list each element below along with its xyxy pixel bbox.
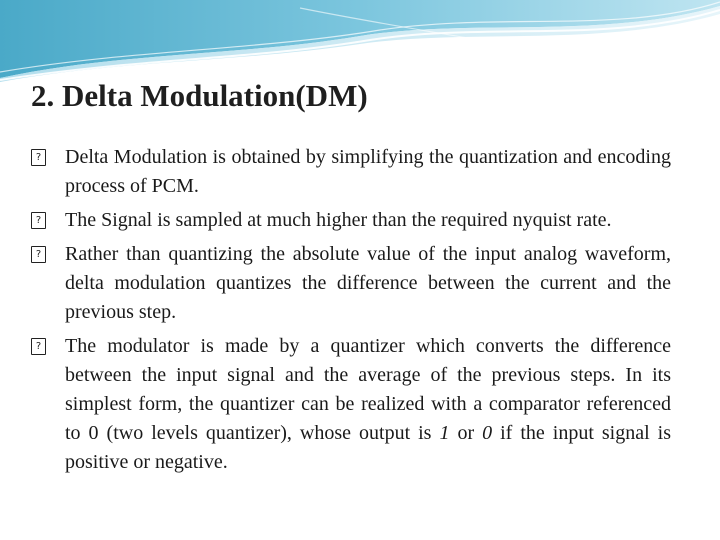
output-value-one: 1 bbox=[439, 422, 450, 444]
bullet-item-1 bbox=[30, 143, 671, 201]
bullet-text-4-start: The modulator is made by a quantizer which converts the difference between the input signal and the average of the previous steps. In its simplest form, the quantizer can be realized with a comparator referenced to 0 (two levels quantizer), whose output is bbox=[65, 335, 671, 444]
missing-glyph-box-icon bbox=[31, 149, 46, 166]
bullet-item-3 bbox=[30, 240, 671, 327]
header-wave-decoration bbox=[0, 0, 720, 90]
bullet-list bbox=[30, 143, 671, 482]
bullet-text-2: The Signal is sampled at much higher than the required nyquist rate. bbox=[65, 209, 612, 231]
missing-glyph-box-icon bbox=[31, 212, 46, 229]
output-value-zero: 0 bbox=[482, 422, 493, 444]
bullet-text-4-or: or bbox=[449, 422, 483, 444]
missing-glyph-box-icon bbox=[31, 338, 46, 355]
missing-glyph-box-icon bbox=[31, 246, 46, 263]
slide-title: 2. Delta Modulation(DM) bbox=[31, 78, 368, 113]
bullet-text-1: Delta Modulation is obtained by simplifying the quantization and encoding process of PCM. bbox=[65, 146, 671, 197]
bullet-text-3: Rather than quantizing the absolute value of the input analog waveform, delta modulation quantizes the difference between the current and the previous step. bbox=[65, 243, 671, 323]
bullet-item-2 bbox=[30, 206, 671, 235]
bullet-item-4 bbox=[30, 332, 671, 477]
bullet-text-4-end: if the input signal is positive or negative. bbox=[65, 422, 671, 473]
